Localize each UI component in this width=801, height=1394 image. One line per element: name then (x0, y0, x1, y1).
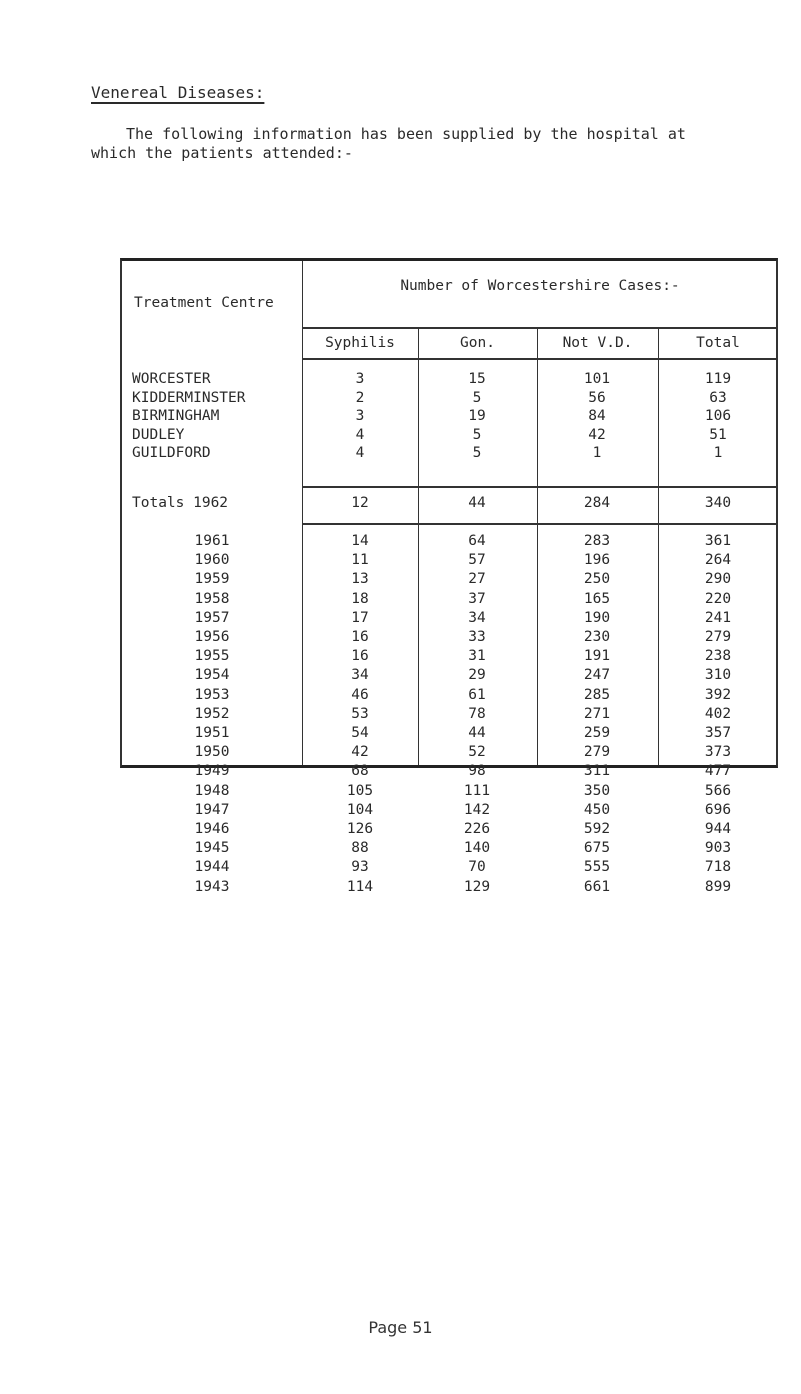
cell-not-vd: 230 (583, 629, 611, 645)
cell-gon: 5 (472, 390, 482, 406)
cell-not-vd: 191 (583, 648, 611, 664)
cell-syphilis: 16 (351, 648, 369, 664)
cell-gon: 129 (463, 879, 491, 895)
table-row (122, 725, 776, 743)
cell-syphilis: 34 (351, 667, 369, 683)
cell-gon: 52 (468, 744, 486, 760)
cell-gon: 98 (468, 763, 486, 779)
cell-gon: 61 (468, 687, 486, 703)
row-label: Totals 1962 (132, 495, 229, 511)
cell-syphilis: 3 (355, 371, 365, 387)
cell-not-vd: 279 (583, 744, 611, 760)
table-row (122, 427, 776, 445)
table-row (122, 744, 776, 762)
cell-gon: 78 (468, 706, 486, 722)
row-label: 1949 (194, 763, 230, 779)
cell-syphilis: 11 (351, 552, 369, 568)
header-treatment-centre: Treatment Centre (134, 295, 274, 311)
cell-not-vd: 42 (588, 427, 606, 443)
table-row (122, 390, 776, 408)
cell-syphilis: 16 (351, 629, 369, 645)
table-row (122, 371, 776, 389)
cell-gon: 31 (468, 648, 486, 664)
cell-total: 696 (704, 802, 732, 818)
cell-total: 373 (704, 744, 732, 760)
cell-total: 290 (704, 571, 732, 587)
table-row (122, 610, 776, 628)
table-row (122, 763, 776, 781)
cell-not-vd: 1 (592, 445, 602, 461)
cell-syphilis: 17 (351, 610, 369, 626)
cell-total: 264 (704, 552, 732, 568)
row-label: 1950 (194, 744, 230, 760)
table-row (122, 802, 776, 820)
cell-total: 63 (709, 390, 727, 406)
cell-gon: 33 (468, 629, 486, 645)
section-heading: Venereal Diseases: (91, 83, 265, 102)
cell-syphilis: 4 (355, 427, 365, 443)
row-label: 1945 (194, 840, 230, 856)
cell-gon: 44 (468, 725, 486, 741)
row-label: WORCESTER (132, 371, 211, 387)
cell-total: 944 (704, 821, 732, 837)
cell-total: 402 (704, 706, 732, 722)
cell-not-vd: 350 (583, 783, 611, 799)
table-row (122, 533, 776, 551)
row-label: 1944 (194, 859, 230, 875)
cell-syphilis: 46 (351, 687, 369, 703)
cell-not-vd: 285 (583, 687, 611, 703)
table-row (122, 408, 776, 426)
cell-gon: 34 (468, 610, 486, 626)
cell-gon: 226 (463, 821, 491, 837)
cell-syphilis: 18 (351, 591, 369, 607)
table-row (122, 495, 776, 513)
cell-total: 903 (704, 840, 732, 856)
cell-total: 119 (704, 371, 732, 387)
table-row (122, 821, 776, 839)
cell-syphilis: 53 (351, 706, 369, 722)
row-label: 1961 (194, 533, 230, 549)
cell-syphilis: 93 (351, 859, 369, 875)
row-label: 1954 (194, 667, 230, 683)
cell-syphilis: 105 (346, 783, 374, 799)
cell-total: 220 (704, 591, 732, 607)
header-total: Total (696, 335, 740, 351)
cell-syphilis: 126 (346, 821, 374, 837)
cell-gon: 5 (472, 427, 482, 443)
cell-not-vd: 271 (583, 706, 611, 722)
cell-total: 238 (704, 648, 732, 664)
cell-gon: 19 (468, 408, 486, 424)
cell-gon: 44 (468, 495, 486, 511)
cell-gon: 111 (463, 783, 491, 799)
cell-syphilis: 114 (346, 879, 374, 895)
row-label: 1953 (194, 687, 230, 703)
table-row (122, 687, 776, 705)
row-label: 1959 (194, 571, 230, 587)
cell-total: 1 (713, 445, 723, 461)
row-label: 1960 (194, 552, 230, 568)
row-label: 1958 (194, 591, 230, 607)
intro-line-1: The following information has been supplied by the hospital at (126, 125, 686, 143)
cell-not-vd: 84 (588, 408, 606, 424)
cell-not-vd: 592 (583, 821, 611, 837)
row-label: 1948 (194, 783, 230, 799)
cell-syphilis: 68 (351, 763, 369, 779)
cell-syphilis: 3 (355, 408, 365, 424)
cell-total: 51 (709, 427, 727, 443)
cell-syphilis: 42 (351, 744, 369, 760)
cell-not-vd: 284 (583, 495, 611, 511)
intro-paragraph (91, 125, 771, 163)
row-label: 1956 (194, 629, 230, 645)
cell-syphilis: 14 (351, 533, 369, 549)
cell-total: 357 (704, 725, 732, 741)
cell-gon: 70 (468, 859, 486, 875)
cell-total: 361 (704, 533, 732, 549)
table-row (122, 648, 776, 666)
cell-not-vd: 283 (583, 533, 611, 549)
row-label: 1946 (194, 821, 230, 837)
cell-not-vd: 259 (583, 725, 611, 741)
table-row (122, 879, 776, 897)
cell-not-vd: 450 (583, 802, 611, 818)
cell-total: 310 (704, 667, 732, 683)
row-label: 1947 (194, 802, 230, 818)
row-label: DUDLEY (132, 427, 185, 443)
header-not-vd: Not V.D. (562, 335, 633, 351)
table-row (122, 591, 776, 609)
cell-not-vd: 661 (583, 879, 611, 895)
cell-gon: 5 (472, 445, 482, 461)
table-row (122, 859, 776, 877)
row-label: 1951 (194, 725, 230, 741)
cell-gon: 29 (468, 667, 486, 683)
cell-total: 279 (704, 629, 732, 645)
cell-not-vd: 250 (583, 571, 611, 587)
cell-total: 566 (704, 783, 732, 799)
row-label: 1952 (194, 706, 230, 722)
cell-total: 899 (704, 879, 732, 895)
cell-not-vd: 555 (583, 859, 611, 875)
cell-syphilis: 88 (351, 840, 369, 856)
cell-total: 718 (704, 859, 732, 875)
cell-gon: 142 (463, 802, 491, 818)
header-gon: Gon. (460, 335, 495, 351)
cell-total: 241 (704, 610, 732, 626)
cell-not-vd: 101 (583, 371, 611, 387)
table-row (122, 783, 776, 801)
cell-syphilis: 2 (355, 390, 365, 406)
row-label: GUILDFORD (132, 445, 211, 461)
cell-not-vd: 247 (583, 667, 611, 683)
cell-total: 477 (704, 763, 732, 779)
table-row (122, 571, 776, 589)
cases-table (120, 258, 778, 895)
cell-not-vd: 190 (583, 610, 611, 626)
row-label: 1955 (194, 648, 230, 664)
cell-gon: 140 (463, 840, 491, 856)
cell-total: 106 (704, 408, 732, 424)
cell-gon: 27 (468, 571, 486, 587)
cell-not-vd: 675 (583, 840, 611, 856)
row-label: 1957 (194, 610, 230, 626)
row-label: KIDDERMINSTER (132, 390, 246, 406)
cell-syphilis: 12 (351, 495, 369, 511)
cell-total: 392 (704, 687, 732, 703)
row-label: 1943 (194, 879, 230, 895)
rule-h-totals-top (302, 486, 776, 488)
cell-gon: 15 (468, 371, 486, 387)
cell-gon: 64 (468, 533, 486, 549)
cell-not-vd: 196 (583, 552, 611, 568)
table-row (122, 706, 776, 724)
rule-h-header (302, 327, 776, 329)
page-number: Page 51 (368, 1318, 433, 1337)
table-row (122, 629, 776, 647)
intro-line-2: which the patients attended:- (91, 144, 353, 162)
header-syphilis: Syphilis (325, 335, 395, 351)
cell-not-vd: 311 (583, 763, 611, 779)
table-row (122, 445, 776, 463)
cell-total: 340 (704, 495, 732, 511)
rule-h-subheader (302, 358, 776, 360)
cell-syphilis: 13 (351, 571, 369, 587)
rule-h-totals-bottom (302, 523, 776, 525)
cell-not-vd: 165 (583, 591, 611, 607)
cell-syphilis: 4 (355, 445, 365, 461)
cell-syphilis: 104 (346, 802, 374, 818)
table-row (122, 552, 776, 570)
cell-not-vd: 56 (588, 390, 606, 406)
cell-gon: 57 (468, 552, 486, 568)
header-number-of-cases: Number of Worcestershire Cases:- (400, 278, 680, 294)
row-label: BIRMINGHAM (132, 408, 220, 424)
table-row (122, 840, 776, 858)
cell-syphilis: 54 (351, 725, 369, 741)
table-row (122, 667, 776, 685)
cell-gon: 37 (468, 591, 486, 607)
